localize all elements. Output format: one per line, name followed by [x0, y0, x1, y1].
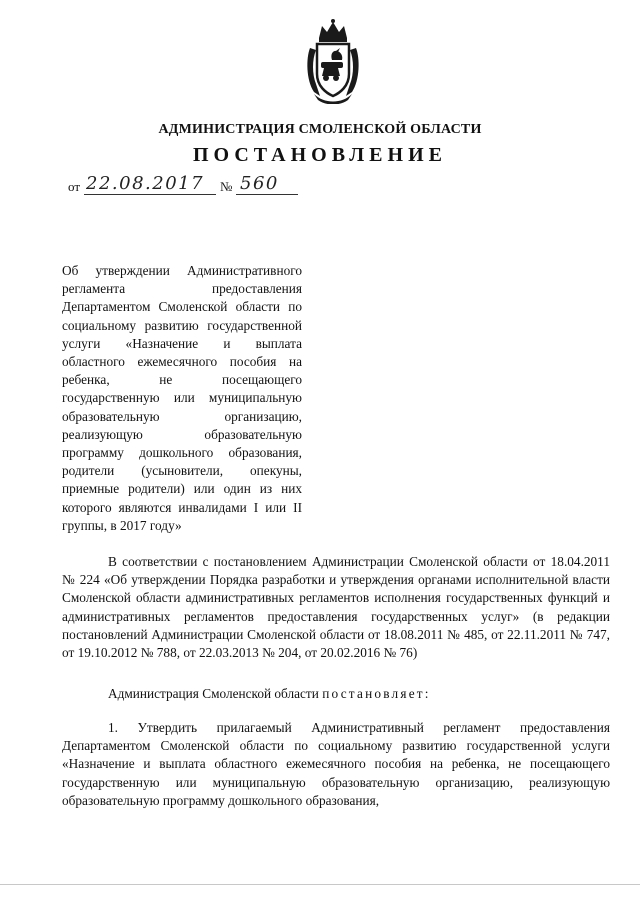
date-underline — [84, 194, 216, 195]
registration-date: 22.08.2017 — [86, 173, 205, 194]
document-subject: Об утверждении Административного регламента предоставления Департаментом Смоленской области по социальному развитию государственной услуги «Назначение и выплата областного ежемесячного пособия на ребенка, не посещающего государственную или муниципальную образовательную организацию, реализующую образовательную программу дошкольного образования, родители (усыновители, опекуны, приемные родители) или один из них которого являются инвалидами I или II группы, в 2017 году» — [62, 263, 302, 533]
date-prefix: от — [68, 179, 81, 194]
resolution-clause — [62, 685, 610, 703]
resolution-subject: Администрация Смоленской области — [108, 686, 319, 701]
resolution-verb: постановляет: — [322, 686, 431, 701]
registration-number: 560 — [240, 173, 279, 194]
number-prefix: № — [220, 179, 233, 194]
coat-of-arms-emblem — [302, 18, 364, 104]
page-bottom-divider — [0, 884, 640, 885]
number-underline — [236, 194, 298, 195]
document-type-title: ПОСТАНОВЛЕНИЕ — [193, 144, 447, 166]
organization-name: АДМИНИСТРАЦИЯ СМОЛЕНСКОЙ ОБЛАСТИ — [158, 122, 482, 137]
item-1-paragraph: 1. Утвердить прилагаемый Административный регламент предоставления Департаментом Смоленской области по социальному развитию государственной услуги «Назначение и выплата областного ежемесячного пособия на ребенка, не посещающего государственную или муниципальную образовательную организацию, реализующую образовательную программу дошкольного образования, — [62, 720, 610, 808]
preamble-paragraph: В соответствии с постановлением Администрации Смоленской области от 18.04.2011 № 224 «Об утверждении Порядка разработки и утверждения органами исполнительной власти Смоленской области административных регламентов исполнения государственных функций и административных регламентов предоставления государственных услуг» (в редакции постановлений Администрации Смоленской области от 18.08.2011 № 485, от 22.11.2011 № 747, от 19.10.2012 № 788, от 22.03.2013 № 204, от 20.02.2016 № 76) — [62, 554, 610, 661]
